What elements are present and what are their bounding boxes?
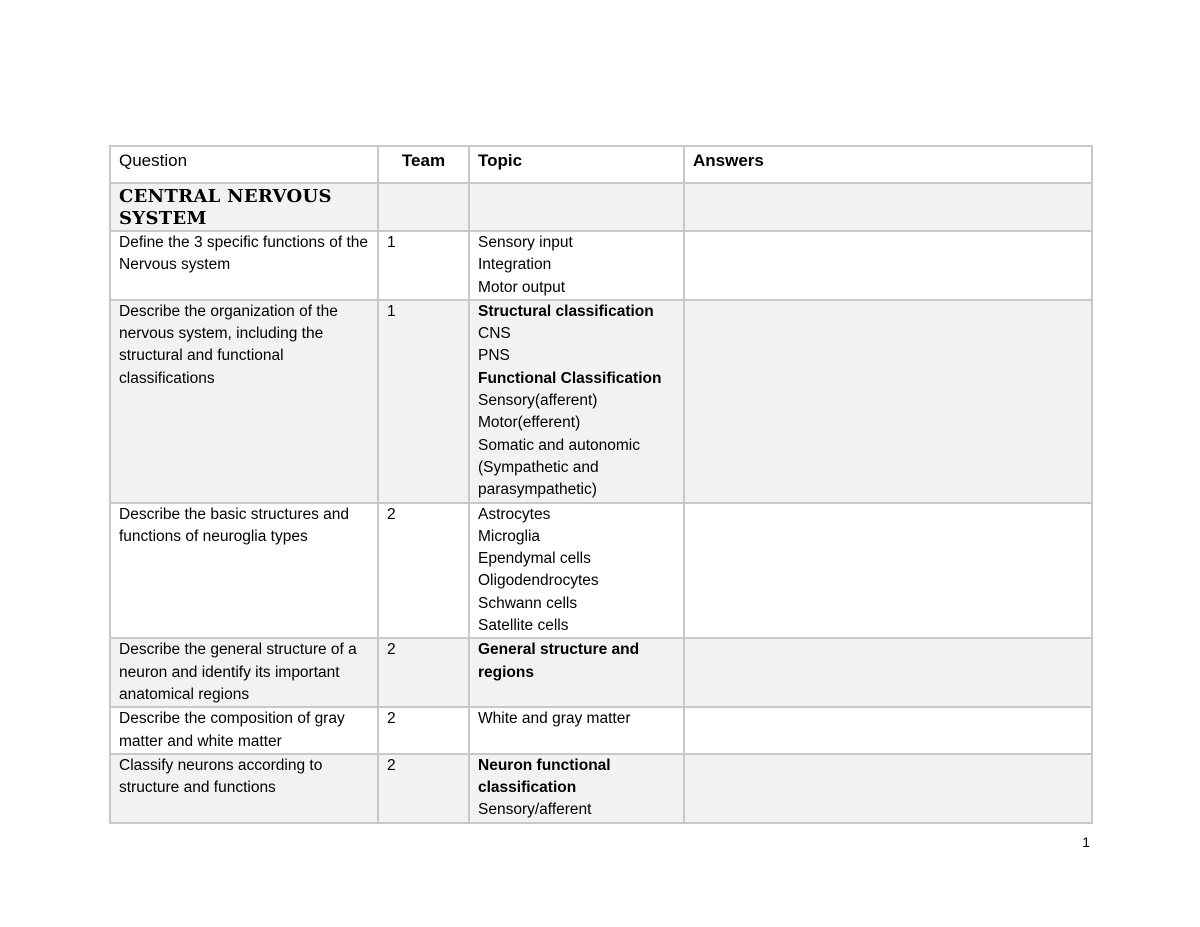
- question-table: [109, 145, 1093, 824]
- topic-cell: [469, 503, 684, 639]
- header-question: Question: [110, 146, 378, 183]
- topic-line: PNS: [478, 347, 510, 365]
- topic-line: Microglia: [478, 527, 541, 545]
- section-title-cell: [110, 183, 378, 231]
- topic-line: Functional Classification: [478, 369, 662, 387]
- table-row: [110, 638, 1092, 707]
- answer-cell[interactable]: [684, 638, 1092, 707]
- topic-line: Motor output: [478, 278, 566, 296]
- topic-line: Sensory input: [478, 234, 573, 251]
- team-cell: 1: [378, 231, 469, 300]
- answer-cell[interactable]: [684, 503, 1092, 639]
- topic-cell: [469, 754, 684, 823]
- topic-line: General structure and regions: [478, 641, 640, 681]
- question-cell: Describe the general structure of a neuron and identify its important anatomical regions: [110, 638, 378, 707]
- answer-cell[interactable]: [684, 754, 1092, 823]
- answer-cell[interactable]: [684, 707, 1092, 754]
- header-answers: Answers: [684, 146, 1092, 183]
- topic-line: Integration: [478, 256, 552, 274]
- table-row: [110, 707, 1092, 754]
- topic-line: Somatic and autonomic (Sympathetic and parasympathetic): [478, 436, 640, 499]
- topic-cell: [469, 707, 684, 754]
- topic-line: Schwann cells: [478, 594, 578, 612]
- table-row: [110, 503, 1092, 639]
- section-answer-cell: [684, 183, 1092, 231]
- topic-line: Motor(efferent): [478, 414, 581, 432]
- table-row: [110, 300, 1092, 503]
- answer-cell[interactable]: [684, 231, 1092, 300]
- section-title: CENTRAL NERVOUS SYSTEM: [119, 186, 332, 229]
- topic-line: Sensory/afferent: [478, 801, 592, 819]
- topic-cell: [469, 638, 684, 707]
- topic-cell: [469, 231, 684, 300]
- topic-line: White and gray matter: [478, 710, 631, 728]
- answer-cell[interactable]: [684, 300, 1092, 503]
- page-number: 1: [1082, 834, 1090, 850]
- team-cell: 2: [378, 754, 469, 823]
- question-cell: Describe the basic structures and functions of neuroglia types: [110, 503, 378, 639]
- question-cell: Describe the composition of gray matter and white matter: [110, 707, 378, 754]
- section-topic-cell: [469, 183, 684, 231]
- question-cell: Describe the organization of the nervous system, including the structural and functional classifications: [110, 300, 378, 503]
- topic-line: Satellite cells: [478, 617, 569, 635]
- topic-line: CNS: [478, 325, 511, 343]
- topic-line: Sensory(afferent): [478, 392, 598, 410]
- topic-line: Neuron functional classification: [478, 756, 611, 797]
- table-header-row: [110, 146, 1092, 183]
- team-cell: 2: [378, 503, 469, 639]
- question-cell: Classify neurons according to structure and functions: [110, 754, 378, 823]
- header-team: Team: [378, 146, 469, 183]
- header-topic: Topic: [469, 146, 684, 183]
- topic-line: Ependymal cells: [478, 550, 591, 568]
- question-cell: Define the 3 specific functions of the Nervous system: [110, 231, 378, 300]
- section-team-cell: [378, 183, 469, 231]
- section-row: [110, 183, 1092, 231]
- team-cell: 1: [378, 300, 469, 503]
- table-row: [110, 231, 1092, 300]
- topic-cell: [469, 300, 684, 503]
- topic-line: Structural classification: [478, 302, 654, 320]
- table-row: [110, 754, 1092, 823]
- topic-line: Astrocytes: [478, 505, 551, 523]
- topic-line: Oligodendrocytes: [478, 572, 599, 590]
- team-cell: 2: [378, 707, 469, 754]
- team-cell: 2: [378, 638, 469, 707]
